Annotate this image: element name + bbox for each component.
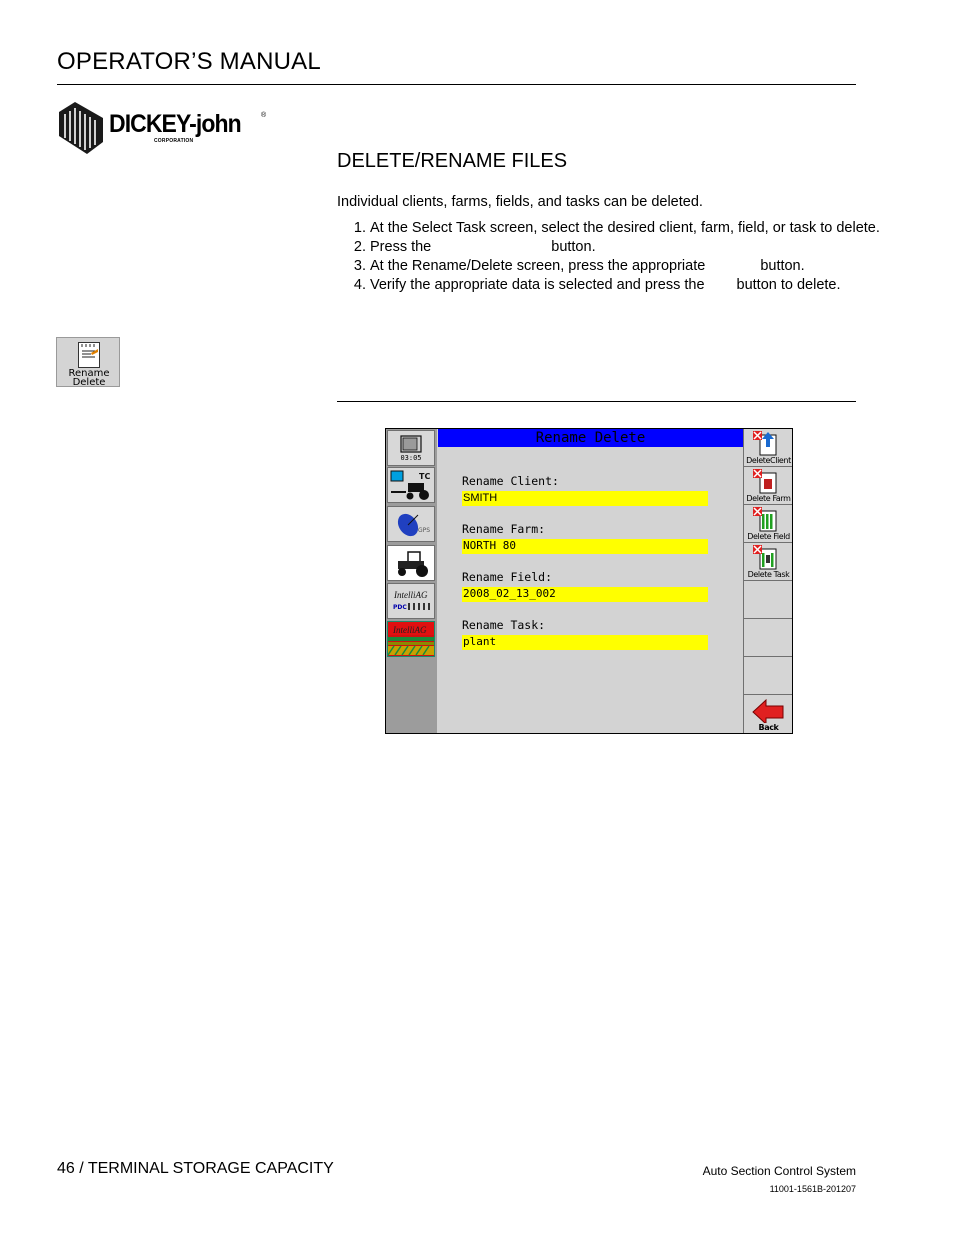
tractor-button[interactable] (387, 545, 435, 581)
step-text: At the Select Task screen, select the desired client, farm, field, or task to delete. (370, 220, 880, 236)
intro-text: Individual clients, farms, fields, and tasks can be deleted. (337, 194, 703, 210)
header-divider (57, 84, 856, 85)
delete-client-icon (744, 429, 793, 457)
delete-task-button[interactable] (744, 543, 793, 581)
gps-satellite-icon (388, 507, 434, 541)
delete-farm-button[interactable] (744, 467, 793, 505)
page-footer-title: 46 / TERMINAL STORAGE CAPACITY (57, 1160, 334, 1177)
step-text-end: button to delete. (736, 277, 841, 293)
svg-text:IntelliAG: IntelliAG (394, 590, 428, 600)
screen-title-bar: Rename Delete (438, 429, 743, 447)
delete-task-label: Delete Task (747, 570, 790, 579)
delete-client-button[interactable] (744, 429, 793, 467)
empty-softkey[interactable] (744, 581, 793, 619)
svg-text:GPS: GPS (418, 527, 431, 534)
rename-farm-label: Rename Farm: (462, 522, 546, 536)
back-label: Back (758, 723, 779, 732)
steps-list (337, 219, 890, 295)
rename-client-label: Rename Client: (462, 474, 559, 488)
delete-task-icon (744, 543, 793, 571)
step-text-end: button. (551, 239, 596, 255)
rename-field-field[interactable]: 2008_02_13_002 (462, 587, 708, 602)
rename-icon-label: Rename (68, 368, 110, 379)
delete-farm-icon (744, 467, 793, 495)
step-text: Verify the appropriate data is selected and press the (370, 277, 705, 293)
section-title: DELETE/RENAME FILES (337, 150, 568, 172)
svg-text:PDC: PDC (393, 604, 407, 611)
logo-brand: DICKEY-john (109, 110, 241, 138)
tractor-icon (388, 546, 434, 580)
intelliag-red-icon (388, 622, 434, 656)
intelliag-pdc-icon (388, 584, 434, 618)
back-button[interactable] (744, 695, 793, 733)
step-text: Press the (370, 239, 432, 255)
svg-text:IntelliAG: IntelliAG (393, 625, 427, 635)
delete-field-button[interactable] (744, 505, 793, 543)
manual-title: OPERATOR’S MANUAL (57, 48, 321, 75)
back-arrow-icon (744, 695, 793, 723)
rename-client-field[interactable]: SMITH (462, 491, 708, 506)
rename-task-label: Rename Task: (462, 618, 546, 632)
left-toolbar (386, 429, 437, 733)
delete-field-label: Delete Field (747, 532, 790, 541)
list-item (370, 276, 890, 295)
rename-delete-icon (56, 337, 120, 387)
delete-icon-label: Delete (72, 377, 106, 388)
step-text: At the Rename/Delete screen, press the appropriate (370, 258, 706, 274)
dickey-john-logo (57, 100, 272, 156)
intelliag-red-button[interactable] (387, 621, 435, 657)
list-item (370, 219, 890, 238)
task-controller-button[interactable] (387, 467, 435, 503)
gps-button[interactable] (387, 506, 435, 542)
notepad-icon (78, 342, 100, 368)
list-item (370, 257, 890, 276)
right-toolbar (743, 429, 793, 733)
tractor-tc-icon (388, 468, 434, 502)
rename-field-label: Rename Field: (462, 570, 553, 584)
logo-registered: ® (261, 112, 267, 119)
delete-farm-label: Delete Farm (746, 494, 791, 503)
footer-doc-code: 11001-1561B-201207 (769, 1184, 856, 1194)
logo-tagline: CORPORATION (154, 138, 194, 144)
step-text-end: button. (760, 258, 805, 274)
section-divider (337, 401, 856, 402)
list-item (370, 238, 890, 257)
logo-mark-icon (57, 102, 105, 154)
clock-readout: 03:05 (400, 454, 422, 462)
intelliag-pdc-button[interactable] (387, 583, 435, 619)
delete-client-label: DeleteClient (746, 456, 791, 465)
monitor-clock-button[interactable] (387, 430, 435, 466)
footer-product: Auto Section Control System (702, 1164, 856, 1178)
rename-task-field[interactable]: plant (462, 635, 708, 650)
rename-delete-screen (385, 428, 793, 734)
svg-text:TC: TC (419, 472, 431, 481)
empty-softkey[interactable] (744, 657, 793, 695)
empty-softkey[interactable] (744, 619, 793, 657)
delete-field-icon (744, 505, 793, 533)
rename-farm-field[interactable]: NORTH 80 (462, 539, 708, 554)
